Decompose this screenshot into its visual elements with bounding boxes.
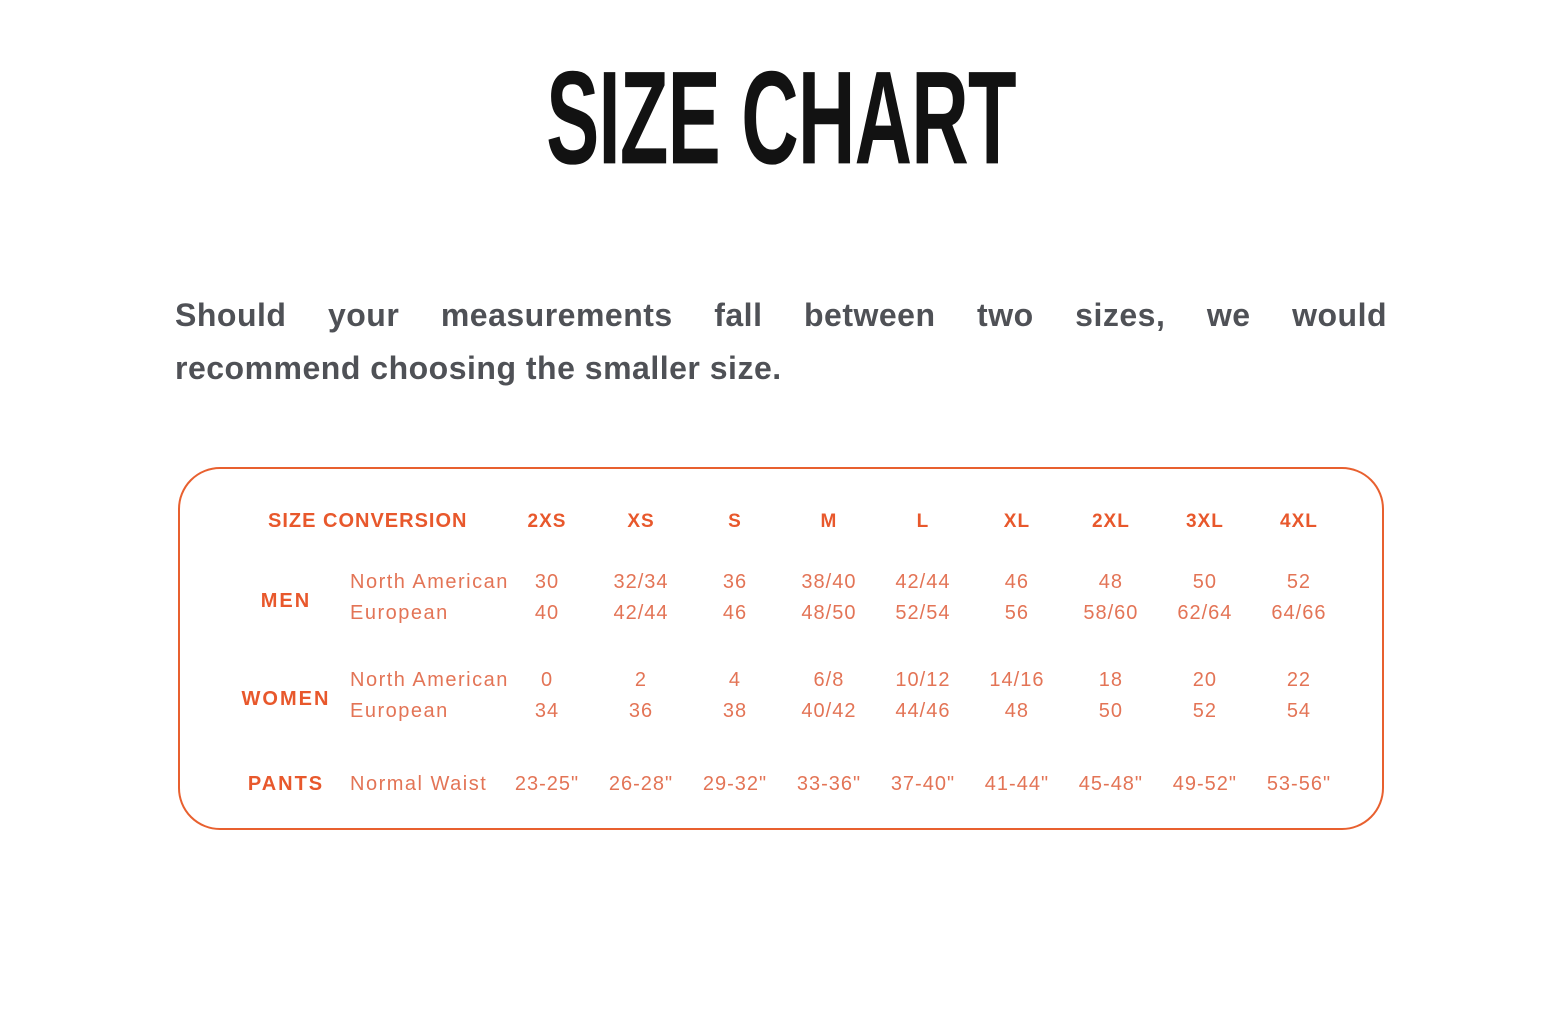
size-value: 54	[1286, 699, 1312, 722]
size-value: 50	[1098, 699, 1124, 722]
pants-row	[230, 731, 1346, 796]
size-value: 52/54	[895, 601, 951, 624]
size-value: 38	[722, 699, 748, 722]
size-value: 23-25"	[514, 772, 580, 795]
size-value: 33-36"	[796, 772, 862, 795]
size-value: 40/42	[801, 699, 857, 722]
size-value: 49-52"	[1172, 772, 1238, 795]
men-north-american-row	[230, 541, 1346, 594]
row-label-men-european: European	[350, 601, 449, 624]
size-value: 42/44	[895, 570, 951, 593]
size-value: 45-48"	[1078, 772, 1144, 795]
row-label-men-north-american: North American	[350, 570, 509, 593]
size-col-xs: XS	[627, 510, 655, 532]
size-col-2xl: 2XL	[1091, 510, 1130, 532]
row-label-women-european: European	[350, 699, 449, 722]
size-col-2xs: 2XS	[527, 510, 567, 532]
size-value: 20	[1192, 668, 1218, 691]
size-value: 22	[1286, 668, 1312, 691]
size-value: 48	[1004, 699, 1030, 722]
size-value: 10/12	[895, 668, 951, 691]
size-value: 58/60	[1083, 601, 1139, 624]
group-label-women: WOMEN	[241, 688, 331, 711]
size-conversion-table	[230, 503, 1346, 796]
size-value: 6/8	[813, 668, 845, 691]
size-value: 2	[634, 668, 648, 691]
women-north-american-row	[230, 633, 1346, 692]
size-value: 36	[628, 699, 654, 722]
size-col-l: L	[916, 510, 930, 532]
size-value: 38/40	[801, 570, 857, 593]
size-value: 32/34	[613, 570, 669, 593]
women-european-row	[230, 692, 1346, 731]
size-value: 62/64	[1177, 601, 1233, 624]
size-value: 37-40"	[890, 772, 956, 795]
page-title: SIZE CHART	[546, 43, 1016, 192]
row-label-pants-normal-waist: Normal Waist	[350, 772, 488, 795]
size-value: 53-56"	[1266, 772, 1332, 795]
size-col-xl: XL	[1003, 510, 1031, 532]
size-value: 42/44	[613, 601, 669, 624]
size-value: 29-32"	[702, 772, 768, 795]
size-value: 52	[1286, 570, 1312, 593]
group-label-pants: PANTS	[247, 772, 325, 795]
size-value: 36	[722, 570, 748, 593]
size-value: 46	[1004, 570, 1030, 593]
size-value: 40	[534, 601, 560, 624]
size-value: 48/50	[801, 601, 857, 624]
size-value: 48	[1098, 570, 1124, 593]
size-value: 46	[722, 601, 748, 624]
size-col-m: M	[820, 510, 838, 532]
size-col-3xl: 3XL	[1185, 510, 1224, 532]
title-section	[0, 0, 1562, 192]
size-value: 52	[1192, 699, 1218, 722]
size-value: 26-28"	[608, 772, 674, 795]
intro-text	[175, 289, 1387, 395]
size-value: 56	[1004, 601, 1030, 624]
size-value: 30	[534, 570, 560, 593]
table-title: SIZE CONVERSION	[268, 510, 468, 533]
size-col-s: S	[728, 510, 742, 532]
table-header-row	[230, 503, 1346, 541]
men-european-row	[230, 594, 1346, 633]
size-value: 64/66	[1271, 601, 1327, 624]
size-value: 0	[540, 668, 554, 691]
size-col-4xl: 4XL	[1280, 510, 1318, 532]
size-value: 50	[1192, 570, 1218, 593]
size-conversion-box	[178, 467, 1384, 830]
size-value: 34	[534, 699, 560, 722]
size-value: 4	[728, 668, 742, 691]
size-value: 41-44"	[984, 772, 1050, 795]
size-value: 18	[1098, 668, 1124, 691]
intro-line-2: recommend choosing the smaller size.	[175, 349, 782, 386]
intro-line-1: Should your measurements fall between two sizes, we would	[175, 296, 1387, 333]
group-label-men: MEN	[260, 590, 312, 613]
row-label-women-north-american: North American	[350, 668, 509, 691]
size-value: 14/16	[989, 668, 1045, 691]
size-value: 44/46	[895, 699, 951, 722]
